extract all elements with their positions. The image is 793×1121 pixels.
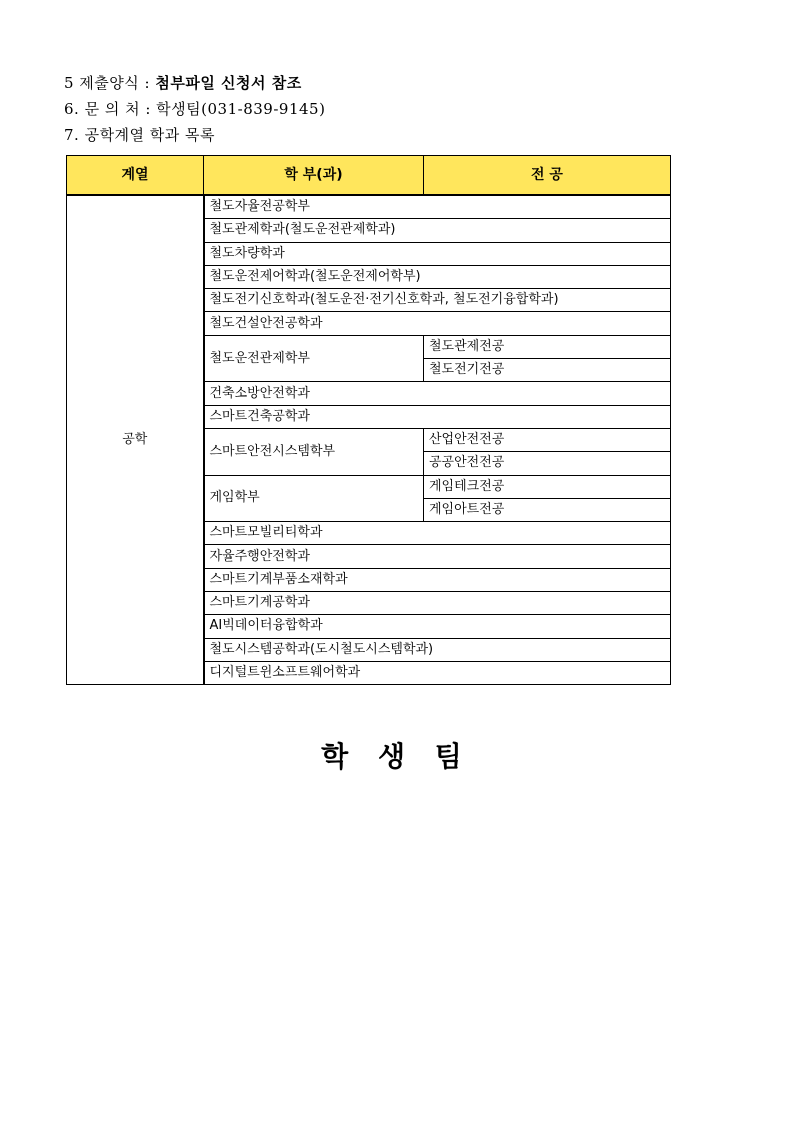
major-cell: 철도관제전공 bbox=[424, 335, 671, 358]
department-cell: 철도운전제어학과(철도운전제어학부) bbox=[204, 265, 671, 288]
major-cell: 철도전기전공 bbox=[424, 359, 671, 382]
department-cell: 철도시스템공학과(도시철도시스템학과) bbox=[204, 638, 671, 661]
major-cell: 게임테크전공 bbox=[424, 475, 671, 498]
major-cell: 게임아트전공 bbox=[424, 498, 671, 521]
submission-format-line bbox=[64, 70, 325, 96]
table-row bbox=[67, 195, 671, 219]
department-list-heading: 7. 공학계열 학과 목록 bbox=[64, 126, 216, 144]
department-cell: 스마트건축공학과 bbox=[204, 405, 671, 428]
department-cell: 스마트모빌리티학과 bbox=[204, 522, 671, 545]
department-cell: AI빅데이터융합학과 bbox=[204, 615, 671, 638]
table-body bbox=[67, 195, 671, 685]
department-cell: 디지털트윈소프트웨어학과 bbox=[204, 661, 671, 684]
contact-line: 6. 문 의 처 : 학생팀(031-839-9145) bbox=[64, 100, 326, 118]
header-major: 전 공 bbox=[424, 156, 671, 196]
department-cell: 철도관제학과(철도운전관제학과) bbox=[204, 219, 671, 242]
category-cell: 공학 bbox=[67, 195, 204, 685]
info-lines bbox=[64, 70, 325, 148]
department-cell: 스마트안전시스템학부 bbox=[204, 428, 424, 475]
header-department: 학 부(과) bbox=[204, 156, 424, 196]
department-cell: 철도건설안전공학과 bbox=[204, 312, 671, 335]
submission-format-label: 5 제출양식 : bbox=[64, 74, 156, 92]
department-cell: 스마트기계공학과 bbox=[204, 592, 671, 615]
table-header-row bbox=[67, 156, 671, 196]
major-cell: 산업안전전공 bbox=[424, 428, 671, 451]
department-cell: 철도전기신호학과(철도운전·전기신호학과, 철도전기융합학과) bbox=[204, 289, 671, 312]
department-table bbox=[66, 155, 671, 685]
department-cell: 철도자율전공학부 bbox=[204, 195, 671, 219]
header-category: 계열 bbox=[67, 156, 204, 196]
submission-format-value: 첨부파일 신청서 참조 bbox=[155, 74, 302, 92]
major-cell: 공공안전전공 bbox=[424, 452, 671, 475]
department-cell: 철도차량학과 bbox=[204, 242, 671, 265]
department-cell: 게임학부 bbox=[204, 475, 424, 522]
footer-title: 학 생 팀 bbox=[321, 740, 472, 773]
department-cell: 스마트기계부품소재학과 bbox=[204, 568, 671, 591]
department-cell: 자율주행안전학과 bbox=[204, 545, 671, 568]
department-cell: 철도운전관제학부 bbox=[204, 335, 424, 382]
department-cell: 건축소방안전학과 bbox=[204, 382, 671, 405]
